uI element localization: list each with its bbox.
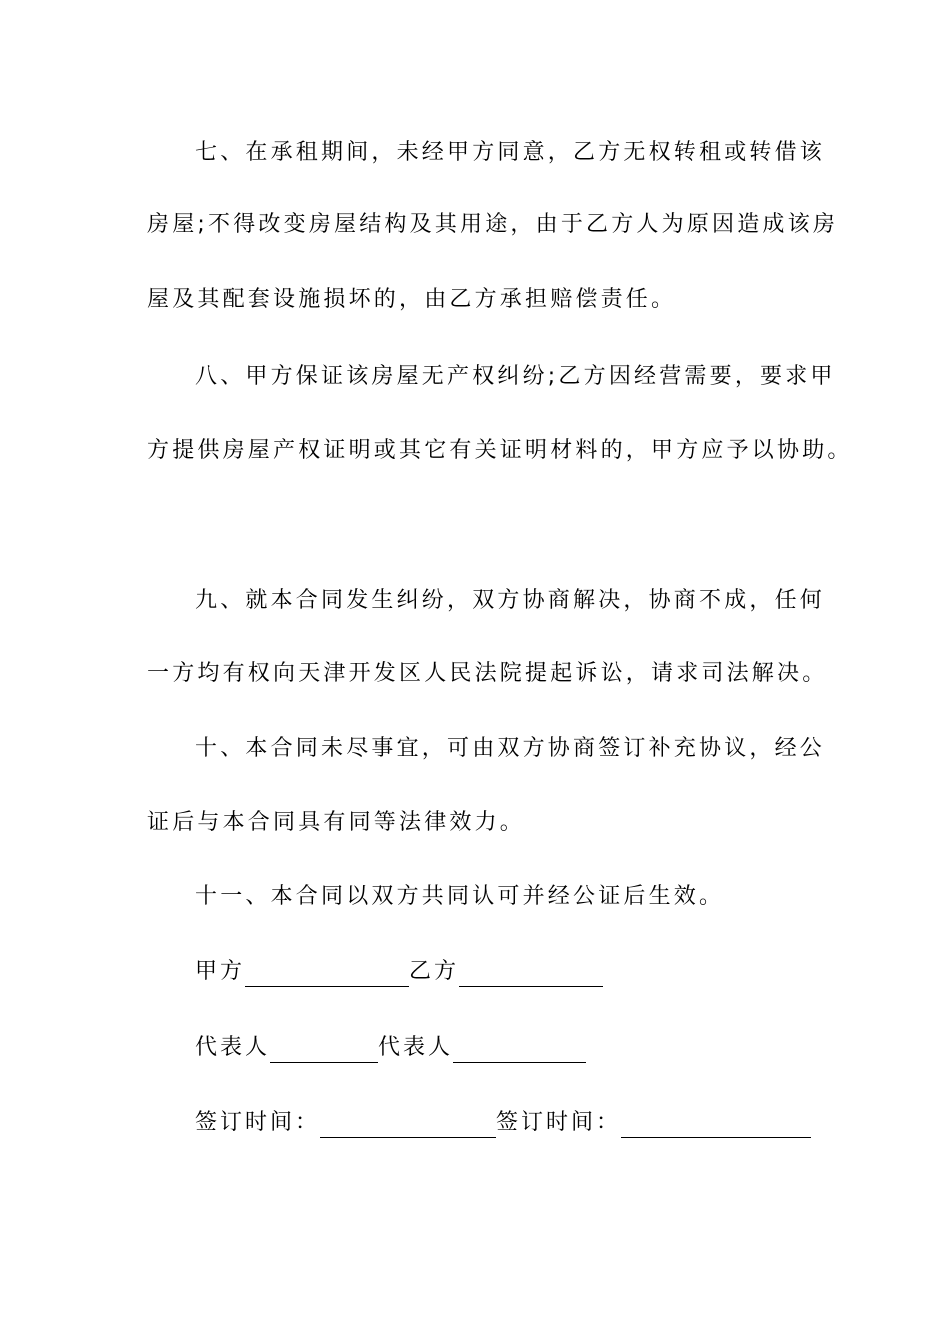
clause-8-line-2: 方提供房屋产权证明或其它有关证明材料的，甲方应予以协助。 xyxy=(147,438,853,463)
clause-10-line-1: 十、本合同未尽事宜，可由双方协商签订补充协议，经公 xyxy=(195,736,826,761)
clause-9-line-1: 九、就本合同发生纠纷，双方协商解决，协商不成，任何 xyxy=(195,588,826,613)
party-a-label: 甲方 xyxy=(195,959,246,984)
signature-row-representatives xyxy=(195,1033,586,1063)
date-b-blank[interactable] xyxy=(621,1115,811,1138)
party-b-blank[interactable] xyxy=(459,964,603,987)
rep-a-label: 代表人 xyxy=(195,1035,271,1060)
clause-7-line-2: 房屋;不得改变房屋结构及其用途，由于乙方人为原因造成该房 xyxy=(147,212,839,237)
clause-7-line-1: 七、在承租期间，未经甲方同意，乙方无权转租或转借该 xyxy=(195,140,826,165)
clause-8-line-1: 八、甲方保证该房屋无产权纠纷;乙方因经营需要，要求甲 xyxy=(195,364,836,389)
rep-a-blank[interactable] xyxy=(270,1040,378,1063)
party-a-blank[interactable] xyxy=(245,964,409,987)
clause-10-line-2: 证后与本合同具有同等法律效力。 xyxy=(147,810,526,835)
rep-b-label: 代表人 xyxy=(378,1035,454,1060)
rep-b-blank[interactable] xyxy=(453,1040,586,1063)
party-b-label: 乙方 xyxy=(409,959,460,984)
clause-7-line-3: 屋及其配套设施损坏的，由乙方承担赔偿责任。 xyxy=(147,287,677,312)
date-a-label: 签订时间： xyxy=(195,1110,321,1135)
clause-11-line-1: 十一、本合同以双方共同认可并经公证后生效。 xyxy=(195,884,725,909)
signature-row-parties xyxy=(195,957,603,987)
date-a-blank[interactable] xyxy=(320,1115,496,1138)
date-b-label: 签订时间： xyxy=(496,1110,622,1135)
clause-9-line-2: 一方均有权向天津开发区人民法院提起诉讼，请求司法解决。 xyxy=(147,661,828,686)
signature-row-dates xyxy=(195,1108,811,1138)
